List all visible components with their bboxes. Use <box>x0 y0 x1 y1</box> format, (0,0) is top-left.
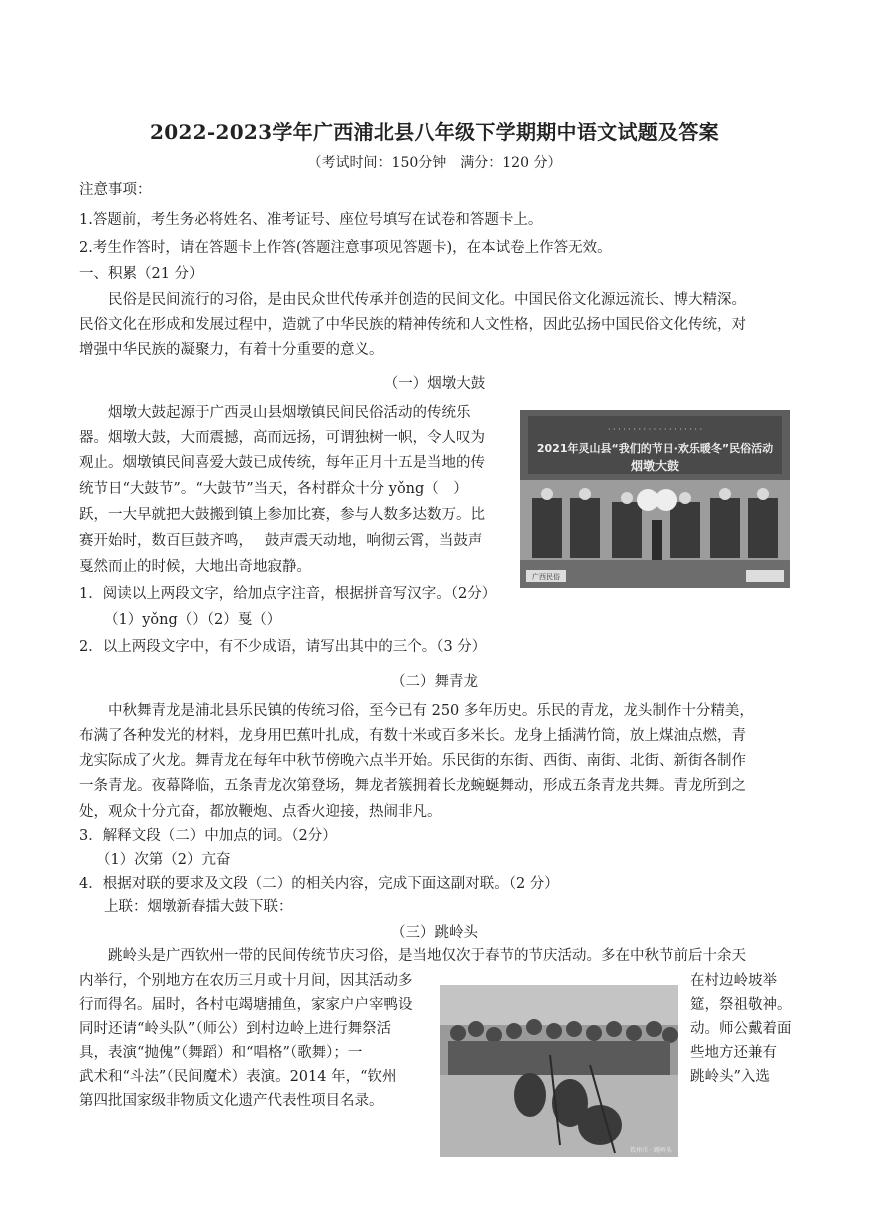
part3-line-right: 些地方还兼有 <box>690 1045 777 1061</box>
part3-line-right: 筵，祭祖敬神。 <box>690 997 792 1013</box>
part3-line-left: 同时还请“岭头队”（师公）到村边岭上进行舞祭活 <box>79 1021 392 1037</box>
page-title: 2022-2023学年广西浦北县八年级下学期期中语文试题及答案 <box>150 120 719 144</box>
intro-line: 增强中华民族的凝聚力，有着十分重要的意义。 <box>79 342 384 358</box>
exam-info: （考试时间：150分钟 满分：120 分） <box>307 155 562 171</box>
part3-line-right: 在村边岭坡举 <box>690 973 777 989</box>
intro-line: 民俗文化在形成和发展过程中，造就了中华民族的精神传统和人文性格，因此弘扬中国民俗文化传统，对 <box>79 317 746 333</box>
question-3: 3．解释文段（二）中加点的词。（2分） <box>79 828 337 844</box>
question-1: 1．阅读以上两段文字，给加点字注音，根据拼音写汉字。（2分） <box>79 586 497 602</box>
part1-line: 戛然而止的时候，大地出奇地寂静。 <box>79 559 311 575</box>
question-1-items: （1）yǒng（）（2）戛（） <box>104 612 282 628</box>
question-3-items: （1）次第（2）亢奋 <box>96 852 231 868</box>
part3-line-right: 跳岭头”入选 <box>690 1069 770 1085</box>
drum-festival-photo <box>520 410 790 588</box>
part1-line: 统节日“大鼓节”。“大鼓节”当天，各村群众十分 yǒng（ ） <box>79 481 468 497</box>
part3-line-left: 内举行，个别地方在农历三月或十月间，因其活动多 <box>79 973 413 989</box>
tiaolingtou-photo <box>440 985 678 1157</box>
part1-line: 器。烟墩大鼓，大而震撼，高而远扬，可谓独树一帜，令人叹为 <box>79 430 485 446</box>
notice-item-2: 2.考生作答时，请在答题卡上作答(答题注意事项见答题卡)，在本试卷上作答无效。 <box>79 240 612 256</box>
svg-text:· · · · · · · · · · · · · · ·: · · · · · · · · · · · · · · · · · · · <box>607 425 703 434</box>
banner-text: 2021年灵山县“我们的节日·欢乐暖冬”民俗活动 <box>536 442 774 455</box>
part3-line-right: 动。师公戴着面 <box>690 1021 792 1037</box>
part2-line: 中秋舞青龙是浦北县乐民镇的传统习俗，至今已有 250 多年历史。乐民的青龙，龙头制作十分精美， <box>108 703 754 719</box>
couplet-upper: 上联：烟墩新春擂大鼓下联： <box>104 899 293 915</box>
part2-line: 布满了各种发光的材料，龙身用巴蕉叶扎成，有数十米或百多米长。龙身上插满竹筒，放上煤油点燃，青 <box>79 728 746 744</box>
part2-line: 处，观众十分亢奋，都放鞭炮、点香火迎接，热闹非凡。 <box>79 804 442 820</box>
sign-text: 烟墩大鼓 <box>630 459 680 473</box>
part1-line: 赛开始时，数百巨鼓齐鸣， 鼓声震天动地，响彻云霄，当鼓声 <box>79 533 483 549</box>
part3-line: 跳岭头是广西钦州一带的民间传统节庆习俗，是当地仅次于春节的节庆活动。多在中秋节前后十余天 <box>108 948 746 964</box>
question-2: 2．以上两段文字中，有不少成语，请写出其中的三个。（3 分） <box>79 639 487 655</box>
part1-line: 烟墩大鼓起源于广西灵山县烟墩镇民间民俗活动的传统乐 <box>108 405 471 421</box>
section-heading-1: 一、积累（21 分） <box>79 266 204 282</box>
part3-line-left: 武术和“斗法”（民间魔术）表演。2014 年，“钦州 <box>79 1069 397 1085</box>
part3-line-left: 具，表演“抛傀”（舞蹈）和“唱格”（歌舞）；一 <box>79 1045 363 1061</box>
part3-heading: （三）跳岭头 <box>391 925 478 941</box>
part1-heading: （一）烟墩大鼓 <box>383 376 486 392</box>
photo-watermark: 钦州市 · 跳岭头 <box>630 1147 672 1154</box>
intro-line: 民俗是民间流行的习俗，是由民众世代传承并创造的民间文化。中国民俗文化源远流长、博大精深。 <box>108 292 746 308</box>
part3-line-left: 行而得名。届时，各村屯竭塘捕鱼，家家户户宰鸭设 <box>79 997 413 1013</box>
question-4: 4．根据对联的要求及文段（二）的相关内容，完成下面这副对联。（2 分） <box>79 876 559 892</box>
part1-line: 跃，一大早就把大鼓搬到镇上参加比赛，参与人数多达数万。比 <box>79 507 485 523</box>
part3-line-left: 第四批国家级非物质文化遗产代表性项目名录。 <box>79 1093 384 1109</box>
part2-heading: （二）舞青龙 <box>391 674 478 690</box>
part1-line: 观止。烟墩镇民间喜爱大鼓已成传统，每年正月十五是当地的传 <box>79 455 485 471</box>
notice-item-1: 1.答题前，考生务必将姓名、准考证号、座位号填写在试卷和答题卡上。 <box>79 212 543 228</box>
notice-heading: 注意事项： <box>79 182 152 198</box>
photo-logo: 广西民俗 <box>532 573 560 581</box>
part2-line: 龙实际成了火龙。舞青龙在每年中秋节傍晚六点半开始。乐民街的东街、西街、南街、北街、新街各制作 <box>79 753 746 769</box>
part2-line: 一条青龙。夜幕降临，五条青龙次第登场，舞龙者簇拥着长龙蜿蜒舞动，形成五条青龙共舞。青龙所到之 <box>79 778 746 794</box>
